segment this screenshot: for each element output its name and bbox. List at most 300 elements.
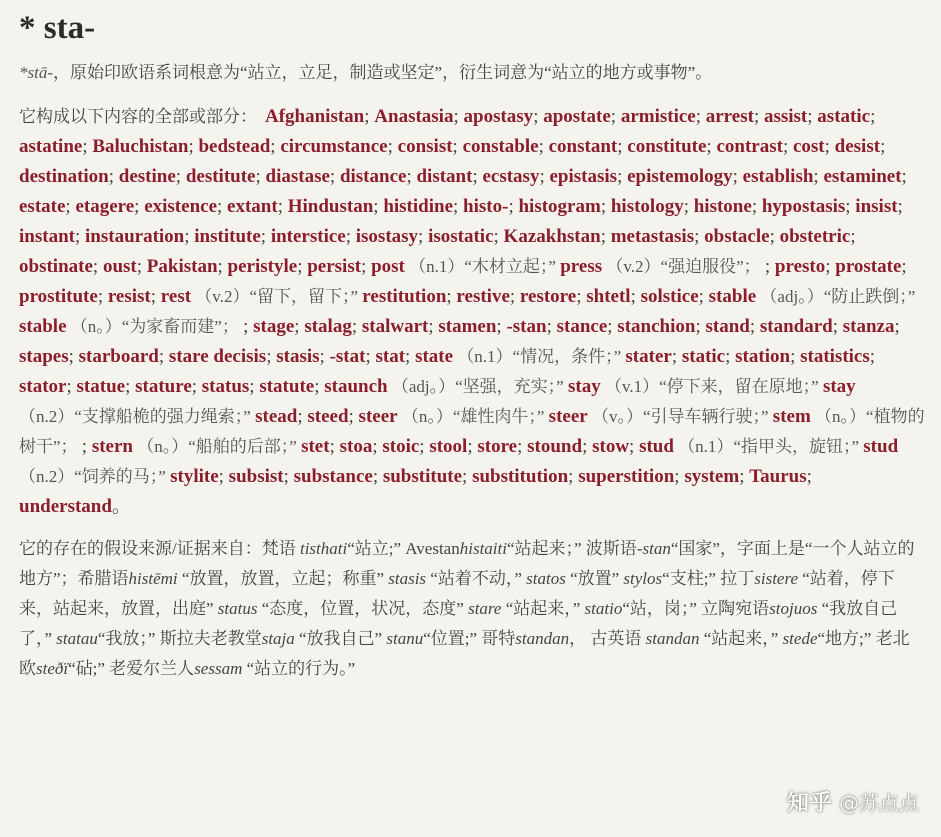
separator: ; [533,106,544,127]
cognate-form: stasis [388,569,427,588]
cognate-form: steðï [36,659,69,678]
word-link[interactable]: desist [834,136,881,157]
separator: ; [405,346,416,367]
word-link[interactable]: Kazakhstan [503,226,601,247]
word-link[interactable]: resist [107,286,151,307]
word-link[interactable]: assist [763,106,808,127]
separator: ; [66,376,77,397]
separator: ; [136,256,147,277]
word-link[interactable]: stance [556,316,608,337]
word-link[interactable]: stud [639,436,674,457]
word-sense-note: （n.2）“支撑船桅的强力绳索；” [19,407,256,426]
separator: ; [694,226,705,247]
separator: ; [610,106,621,127]
cognate-text: “站着，停下来，站起来，放置，出庭” [19,569,895,618]
separator: ; [695,106,706,127]
word-link[interactable]: histo- [463,196,509,217]
root-definition [19,58,925,87]
cognates-paragraph [19,534,925,684]
word-link[interactable]: static [681,346,726,367]
separator: ; [372,436,383,457]
cognate-text: “站着不动，” [426,569,527,588]
word-link[interactable]: constitute [627,136,707,157]
separator: ; [706,136,717,157]
cognate-form: stylos [623,569,663,588]
word-link[interactable]: stay [567,376,601,397]
word-link[interactable]: instant [19,226,75,247]
cognate-form: statau [56,629,98,648]
separator: ; [493,226,504,247]
word-link[interactable]: post [371,256,405,277]
word-link[interactable]: stat [375,346,406,367]
word-link[interactable]: starboard [78,346,159,367]
word-link[interactable]: destitute [185,166,256,187]
cognate-form: -stan [636,539,671,558]
derived-words-intro: 它构成以下内容的全部或部分： [19,107,257,126]
word-link[interactable]: constable [462,136,539,157]
word-link[interactable]: distance [339,166,407,187]
separator: ; [508,196,519,217]
separator: ; [329,166,340,187]
cognate-form: stanu [386,629,424,648]
separator: ; [158,346,169,367]
separator: ; [576,286,587,307]
word-link[interactable]: obstinate [19,256,93,277]
word-link[interactable]: Afghanistan [265,106,365,127]
separator: ; [782,136,793,157]
word-link[interactable]: stasis [276,346,320,367]
word-sense-note: （n。）“船舶的后部；” [132,437,302,456]
cognate-form: sessam [194,659,243,678]
word-link[interactable]: epistasis [549,166,618,187]
separator: ; [880,136,886,157]
word-sense-note: （n。）“植物的树干”； [19,407,925,456]
separator: ; [582,436,593,457]
word-link[interactable]: staunch [324,376,388,397]
word-link[interactable]: insist [855,196,898,217]
separator: ; [348,406,359,427]
cognate-text: ， 古英语 [569,629,646,648]
cognate-form: standan [645,629,700,648]
separator: ; [790,346,801,367]
word-link[interactable]: presto [774,256,826,277]
word-link[interactable]: steed [307,406,349,427]
word-link[interactable]: stanchion [617,316,696,337]
word-sense-note: （v.1）“停下来，留在原地；” [600,377,823,396]
word-sense-note: （n.2）“饲养的马；” [19,467,171,486]
separator: ; [698,286,709,307]
separator: ; [807,106,818,127]
separator: ; [446,286,457,307]
word-link[interactable]: stalag [304,316,352,337]
word-link[interactable]: armistice [620,106,696,127]
word-link[interactable]: station [735,346,791,367]
word-link[interactable]: statute [259,376,315,397]
separator: ; [428,316,439,337]
word-link[interactable]: persist [307,256,362,277]
separator: ; [869,346,876,367]
word-link[interactable]: hypostasis [761,196,846,217]
word-sense-note: （n。）“为家畜而建”； [66,317,244,336]
separator: ; [749,316,760,337]
separator: ; [81,436,92,457]
separator: ; [568,466,579,487]
word-link[interactable]: stay [822,376,856,397]
word-link[interactable]: establish [742,166,814,187]
cognate-text: 它的存在的假设来源/证据来自：梵语 [19,539,300,558]
list-end: 。 [111,496,131,517]
word-link[interactable]: existence [144,196,218,217]
word-link[interactable]: consist [397,136,453,157]
word-link[interactable]: contrast [716,136,783,157]
word-link[interactable]: restive [456,286,510,307]
separator: ; [629,436,640,457]
word-sense-note: （adj。）“坚强，充实；” [387,377,568,396]
cognate-text: “站，岗；” 立陶宛语 [622,599,770,618]
separator: ; [617,166,628,187]
word-link[interactable]: system [684,466,740,487]
word-link[interactable]: substitute [382,466,463,487]
separator: ; [453,106,464,127]
word-link[interactable]: ecstasy [482,166,540,187]
word-link[interactable]: constant [548,136,618,157]
root-meaning: ，原始印欧语系词根意为“站立，立足，制造或坚定”，衍生词意为“站立的地方或事物”。 [53,63,713,82]
word-link[interactable]: Hindustan [287,196,374,217]
separator: ; [345,226,356,247]
separator: ; [695,316,706,337]
separator: ; [751,196,762,217]
word-link[interactable]: stage [253,316,295,337]
separator: ; [297,256,308,277]
separator: ; [453,196,464,217]
word-link[interactable]: isostatic [428,226,494,247]
word-link[interactable]: stator [19,376,67,397]
separator: ; [188,136,199,157]
separator: ; [365,346,376,367]
separator: ; [725,346,736,367]
page-title: * sta- [19,10,96,46]
word-link[interactable]: diastase [265,166,330,187]
cognate-text: “支柱;” 拉丁 [662,569,755,588]
word-link[interactable]: apostate [543,106,611,127]
cognate-form: histaiti [459,539,507,558]
separator: ; [372,466,383,487]
word-link[interactable]: peristyle [227,256,298,277]
separator: ; [217,256,228,277]
separator: ; [517,436,528,457]
cognate-form: status [217,599,258,618]
separator: ; [97,286,108,307]
word-sense-note: （v.2）“留下，留下；” [191,287,363,306]
separator: ; [108,166,119,187]
word-link[interactable]: stud [863,436,899,457]
word-link[interactable]: etagere [75,196,135,217]
separator: ; [739,466,750,487]
cognate-text: “站起来，” [501,599,585,618]
separator: ; [732,166,743,187]
separator: ; [824,136,835,157]
cognate-text: “放我自己” [294,629,387,648]
cognate-text: “地方;” 老北欧 [19,629,910,678]
word-link[interactable]: Pakistan [146,256,218,277]
separator: ; [175,166,186,187]
separator: ; [387,136,398,157]
word-sense-note: （n.1）“木材立起；” [404,257,561,276]
word-link[interactable]: rest [160,286,192,307]
cognate-form: stare [468,599,502,618]
separator: ; [467,436,478,457]
word-link[interactable]: stand [705,316,750,337]
word-link[interactable]: distant [416,166,473,187]
word-link[interactable]: epistemology [627,166,733,187]
cognate-form: standan [515,629,570,648]
separator: ; [92,256,103,277]
separator: ; [600,226,611,247]
cognate-text: “国家”，字面上是“一个人站立的地方”；希腊语 [19,539,915,588]
separator: ; [753,106,764,127]
word-link[interactable]: stoic [382,436,420,457]
separator: ; [496,316,507,337]
separator: ; [813,166,824,187]
word-link[interactable]: press [560,256,603,277]
word-link[interactable]: estate [19,196,66,217]
word-link[interactable]: statue [76,376,126,397]
word-link[interactable]: histidine [383,196,454,217]
separator: ; [319,346,330,367]
separator: ; [243,316,254,337]
word-link[interactable]: subsist [228,466,284,487]
word-link[interactable]: histone [693,196,752,217]
cognate-form: staja [261,629,295,648]
separator: ; [546,316,557,337]
word-link[interactable]: stare decisis [168,346,267,367]
separator: ; [361,256,372,277]
word-link[interactable]: substitution [472,466,569,487]
word-link[interactable]: astatine [19,136,83,157]
word-link[interactable]: oust [102,256,137,277]
root-form: *stā- [19,63,53,82]
separator: ; [255,166,266,187]
word-link[interactable]: substance [293,466,373,487]
word-link[interactable]: stoa [339,436,373,457]
word-link[interactable]: isostasy [355,226,419,247]
separator: ; [472,166,483,187]
word-link[interactable]: Taurus [749,466,807,487]
separator: ; [509,286,520,307]
word-link[interactable]: Anastasia [374,106,454,127]
word-link[interactable]: store [477,436,518,457]
word-link[interactable]: stamen [438,316,497,337]
word-link[interactable]: status [201,376,250,397]
word-link[interactable]: stapes [19,346,69,367]
word-link[interactable]: state [415,346,454,367]
separator: ; [419,436,430,457]
separator: ; [65,196,76,217]
separator: ; [270,136,281,157]
separator: ; [806,466,812,487]
separator: ; [607,316,618,337]
separator: ; [538,136,549,157]
separator: ; [314,376,325,397]
separator: ; [283,466,294,487]
word-sense-note: （n.1）“指甲头，旋钮；” [673,437,864,456]
word-link[interactable]: stable [19,316,67,337]
word-link[interactable]: obstetric [779,226,851,247]
word-link[interactable]: extant [227,196,278,217]
separator: ; [294,316,305,337]
word-link[interactable]: stater [625,346,672,367]
separator: ; [249,376,260,397]
word-link[interactable]: restore [519,286,577,307]
word-link[interactable]: superstition [578,466,675,487]
word-link[interactable]: stalwart [361,316,429,337]
word-link[interactable]: histogram [518,196,601,217]
cognate-form: statos [526,569,566,588]
watermark [787,786,919,817]
word-link[interactable]: statistics [800,346,870,367]
word-link[interactable]: stanza [842,316,895,337]
article [19,6,925,684]
separator: ; [418,226,429,247]
word-sense-note: （v。）“引导车辆行驶；” [587,407,773,426]
word-link[interactable]: understand [19,496,112,517]
separator: ; [901,256,907,277]
cognate-text: “站立;” Avestan [347,539,460,558]
separator: ; [125,376,136,397]
author-handle: @苏点点 [839,791,919,815]
word-link[interactable]: restitution [362,286,447,307]
cognate-text: “站起来，” [699,629,783,648]
separator: ; [191,376,202,397]
word-link[interactable]: standard [759,316,833,337]
separator: ; [845,196,856,217]
word-link[interactable]: stable [708,286,757,307]
cognate-form: tisthati [299,539,348,558]
word-link[interactable]: metastasis [610,226,695,247]
word-link[interactable]: cost [792,136,825,157]
cognate-text: “站起来；” 波斯语 [506,539,637,558]
word-link[interactable]: stet [301,436,330,457]
word-link[interactable]: shtetl [586,286,631,307]
word-link[interactable]: stow [592,436,630,457]
separator: ; [277,196,288,217]
separator: ; [364,106,375,127]
separator: ; [134,196,145,217]
cognate-form: stojuos [769,599,818,618]
word-link[interactable]: destine [118,166,176,187]
word-sense-note: （v.2）“强迫服役”； [602,257,765,276]
cognate-form: histēmi [128,569,178,588]
separator: ; [452,136,463,157]
cognate-text: “位置;” 哥特 [423,629,516,648]
separator: ; [218,466,229,487]
word-link[interactable]: -stat [329,346,366,367]
cognate-text: “我放；” 斯拉夫老教堂 [97,629,262,648]
word-link[interactable]: stead [255,406,298,427]
separator: ; [266,346,277,367]
zhihu-logo: 知乎 [786,791,833,816]
cognate-text: “砧;” 老爱尔兰人 [68,659,195,678]
cognate-text: “站立的行为。” [242,659,356,678]
word-link[interactable]: bedstead [198,136,271,157]
word-link[interactable]: stylite [170,466,219,487]
separator: ; [683,196,694,217]
separator: ; [329,436,340,457]
word-link[interactable]: -stan [506,316,547,337]
word-link[interactable]: histology [610,196,684,217]
separator: ; [764,256,775,277]
separator: ; [901,166,907,187]
word-link[interactable]: arrest [705,106,754,127]
separator: ; [351,316,362,337]
word-sense-note: （n.1）“情况，条件；” [453,347,626,366]
word-link[interactable]: apostasy [463,106,534,127]
word-link[interactable]: stound [527,436,583,457]
separator: ; [184,226,195,247]
cognate-text: “我放自己了，” [19,599,898,648]
word-link[interactable]: stool [429,436,468,457]
derived-words-list [19,102,925,522]
word-link[interactable]: Baluchistan [92,136,189,157]
separator: ; [539,166,550,187]
word-link[interactable]: solstice [640,286,699,307]
separator: ; [82,136,93,157]
cognate-text: “放置” [565,569,624,588]
separator: ; [74,226,85,247]
separator: ; [897,196,903,217]
word-link[interactable]: institute [194,226,261,247]
cognate-text: “态度，位置，状况，态度” [257,599,469,618]
word-link[interactable]: interstice [270,226,346,247]
separator: ; [870,106,876,127]
cognate-form: statio [584,599,623,618]
word-link[interactable]: astatic [817,106,871,127]
word-sense-note: （adj。）“防止跌倒；” [756,287,916,306]
cognate-text: “放置，放置，立起；称重” [177,569,389,588]
separator: ; [850,226,856,247]
separator: ; [630,286,641,307]
cognate-form: sistere [754,569,798,588]
cognate-form: stede [782,629,818,648]
separator: ; [297,406,308,427]
word-link[interactable]: prostate [835,256,902,277]
separator: ; [825,256,836,277]
word-link[interactable]: obstacle [704,226,770,247]
word-sense-note: （n。）“雄性肉牛；” [397,407,549,426]
word-link[interactable]: steer [358,406,398,427]
separator: ; [150,286,161,307]
word-link[interactable]: prostitute [19,286,98,307]
separator: ; [260,226,271,247]
word-link[interactable]: stern [91,436,133,457]
word-link[interactable]: destination [19,166,109,187]
word-link[interactable]: instauration [85,226,185,247]
word-link[interactable]: stature [135,376,192,397]
separator: ; [373,196,384,217]
word-link[interactable]: steer [548,406,588,427]
word-link[interactable]: stem [772,406,811,427]
word-link[interactable]: circumstance [280,136,388,157]
separator: ; [894,316,900,337]
separator: ; [600,196,611,217]
separator: ; [674,466,685,487]
separator: ; [462,466,473,487]
separator: ; [217,196,228,217]
word-link[interactable]: estaminet [823,166,902,187]
separator: ; [617,136,628,157]
separator: ; [671,346,682,367]
separator: ; [832,316,843,337]
